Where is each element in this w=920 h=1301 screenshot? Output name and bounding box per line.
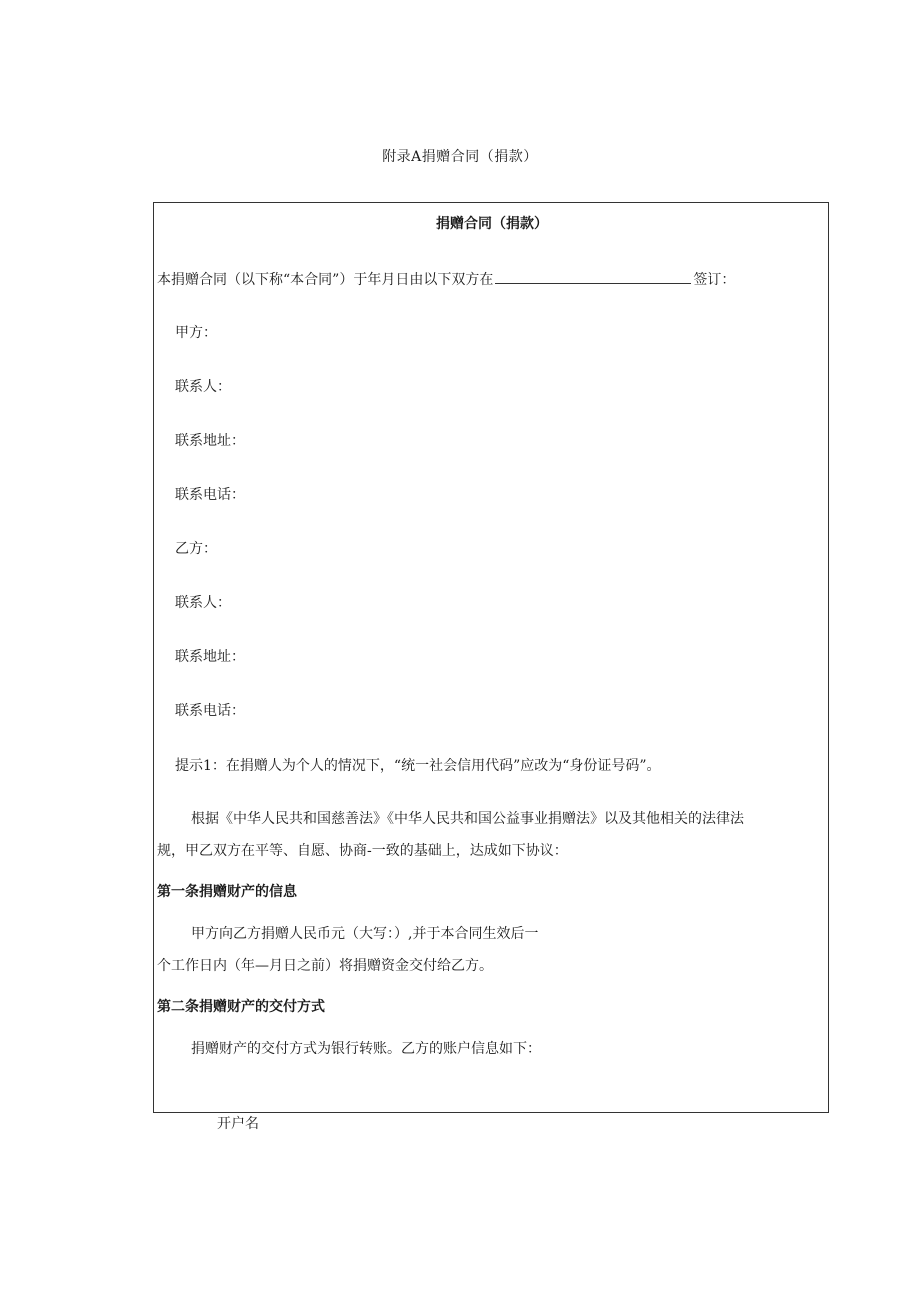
intro-text: 本捐赠合同（以下称“本合同”）于年月日由以下双方在 (157, 272, 494, 288)
party-b-contact-phone: 联系电话： (175, 703, 245, 719)
signing-place-blank (495, 270, 691, 284)
contract-intro (157, 270, 735, 289)
party-a-contact-phone: 联系电话： (175, 487, 245, 503)
party-a-contact-address: 联系地址： (175, 433, 245, 449)
party-b-contact-person: 联系人： (175, 595, 231, 611)
article-1-line-2: 个工作日内（年—月日之前）将捐赠资金交付给乙方。 (157, 958, 493, 974)
contract-box (153, 202, 829, 1132)
party-a-label: 甲方： (175, 325, 217, 341)
basis-line-1: 根据《中华人民共和国慈善法》《中华人民共和国公益事业捐赠法》以及其他相关的法律法 (191, 811, 744, 827)
article-2-heading: 第二条捐赠财产的交付方式 (157, 999, 325, 1015)
contract-title: 捐赠合同（捐款） (436, 216, 548, 232)
party-a-contact-person: 联系人： (175, 379, 231, 395)
basis-line-2: 规，甲乙双方在平等、自愿、协商-一致的基础上，达成如下协议： (157, 843, 568, 859)
party-b-contact-address: 联系地址： (175, 649, 245, 665)
account-name-label: 开户名 (217, 1116, 259, 1132)
party-b-label: 乙方： (175, 541, 217, 557)
appendix-title: 附录A捐赠合同（捐款） (382, 149, 538, 165)
tip-note: 提示1：在捐赠人为个人的情况下，“统一社会信用代码”应改为“身份证号码”。 (175, 758, 661, 774)
intro-sign-text: 签订： (693, 272, 736, 288)
article-2-line-1: 捐赠财产的交付方式为银行转账。乙方的账户信息如下： (191, 1041, 541, 1057)
article-1-line-1: 甲方向乙方捐赠人民币元（大写：）,并于本合同生效后一 (191, 926, 539, 942)
article-1-heading: 第一条捐赠财产的信息 (157, 884, 297, 900)
